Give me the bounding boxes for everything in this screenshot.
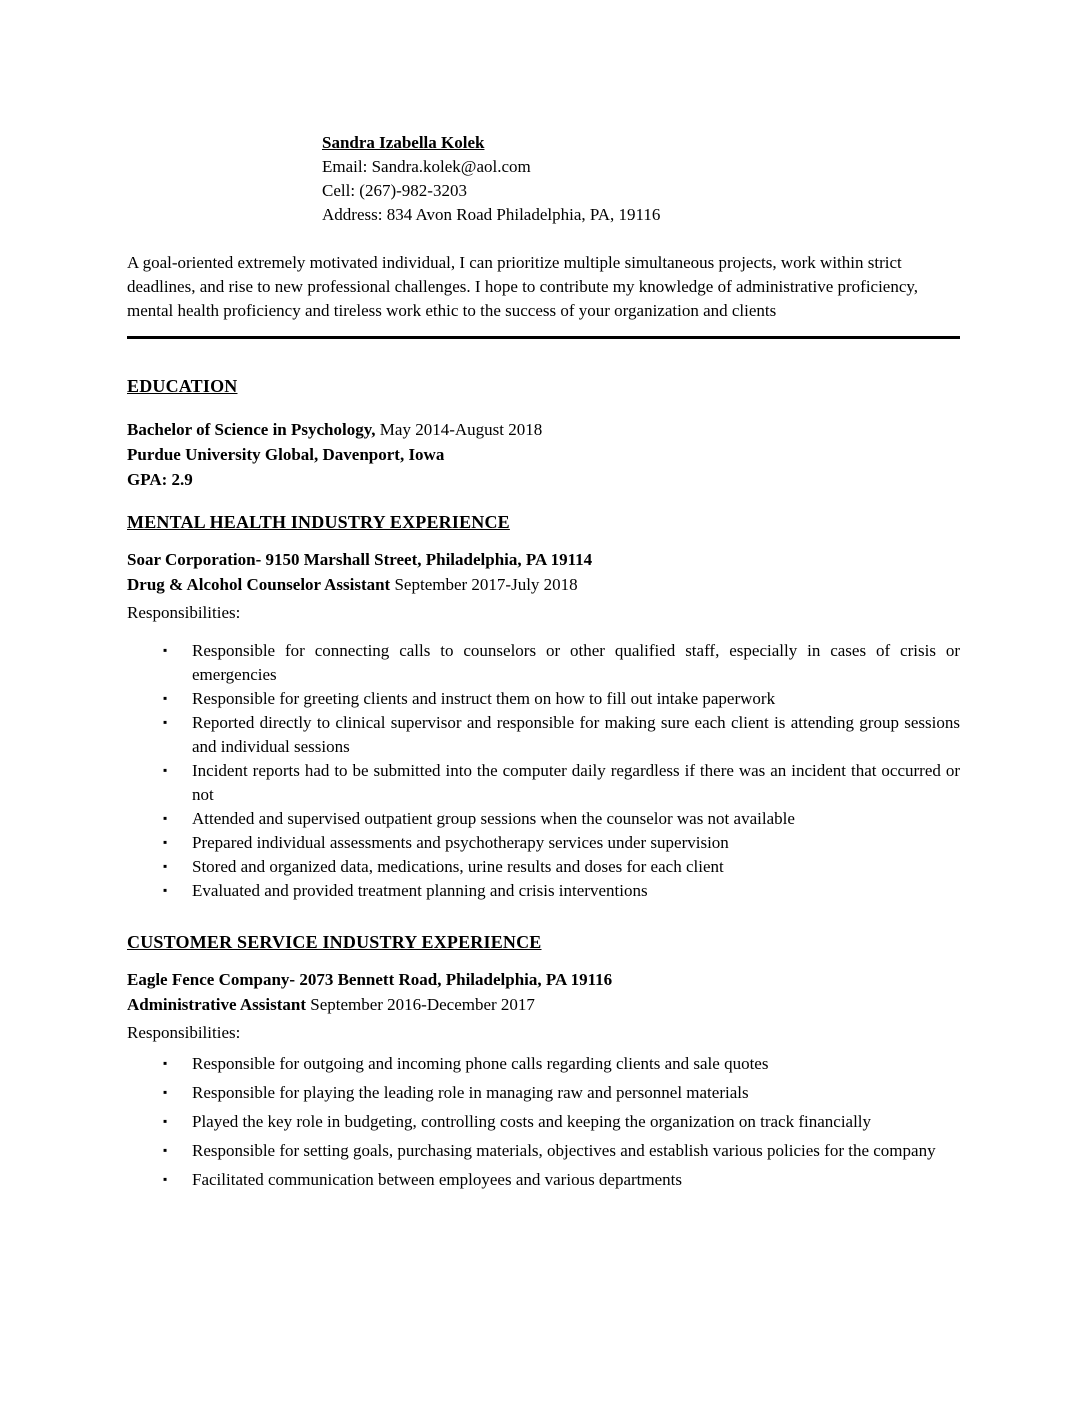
summary-paragraph: A goal-oriented extremely motivated individual, I can prioritize multiple simultaneous projects, work within strict deadlines, and rise to new professional challenges. I hope to contribute my knowledge of administrative proficiency, mental health proficiency and tireless work ethic to the success of your organization and clients bbox=[127, 253, 919, 320]
mental-role-line bbox=[127, 572, 960, 597]
bullet-square-icon: ▪ bbox=[163, 1143, 168, 1157]
bullet-square-icon: ▪ bbox=[163, 883, 168, 897]
list-item bbox=[127, 759, 960, 807]
list-item bbox=[127, 639, 960, 687]
list-item bbox=[127, 1052, 960, 1076]
contact-name: Sandra Izabella Kolek bbox=[322, 133, 485, 152]
list-item bbox=[127, 1139, 960, 1163]
mental-health-section-title: MENTAL HEALTH INDUSTRY EXPERIENCE bbox=[127, 512, 510, 532]
mental-responsibilities-label: Responsibilities: bbox=[127, 603, 241, 622]
contact-block bbox=[322, 131, 960, 227]
list-item bbox=[127, 687, 960, 711]
bullet-text: Prepared individual assessments and psychotherapy services under supervision bbox=[192, 833, 729, 852]
bullet-text: Facilitated communication between employees and various departments bbox=[192, 1170, 683, 1189]
education-section-title: EDUCATION bbox=[127, 376, 238, 396]
list-item bbox=[127, 831, 960, 855]
bullet-text: Stored and organized data, medications, urine results and doses for each client bbox=[192, 857, 724, 876]
customer-service-section-title: CUSTOMER SERVICE INDUSTRY EXPERIENCE bbox=[127, 932, 542, 952]
mental-company-line: Soar Corporation- 9150 Marshall Street, Philadelphia, PA 19114 bbox=[127, 550, 593, 569]
mental-bullet-list bbox=[127, 639, 960, 903]
list-item bbox=[127, 855, 960, 879]
bullet-text: Responsible for outgoing and incoming phone calls regarding clients and sale quotes bbox=[192, 1054, 769, 1073]
list-item bbox=[127, 1168, 960, 1192]
contact-cell: Cell: (267)-982-3203 bbox=[322, 181, 467, 200]
bullet-text: Reported directly to clinical supervisor and responsible for making sure each client is attending group sessions and individual sessions bbox=[192, 713, 960, 756]
bullet-text: Responsible for playing the leading role in managing raw and personnel materials bbox=[192, 1083, 749, 1102]
customer-bullet-list bbox=[127, 1052, 960, 1192]
bullet-text: Played the key role in budgeting, controlling costs and keeping the organization on track financially bbox=[192, 1112, 872, 1131]
customer-responsibilities-label: Responsibilities: bbox=[127, 1023, 241, 1042]
bullet-square-icon: ▪ bbox=[163, 1114, 168, 1128]
education-degree-line bbox=[127, 417, 960, 442]
bullet-square-icon: ▪ bbox=[163, 691, 168, 705]
contact-email: Email: Sandra.kolek@aol.com bbox=[322, 157, 531, 176]
customer-role: Administrative Assistant bbox=[127, 995, 306, 1014]
bullet-square-icon: ▪ bbox=[163, 1172, 168, 1186]
list-item bbox=[127, 711, 960, 759]
section-divider-rule bbox=[127, 336, 960, 339]
bullet-square-icon: ▪ bbox=[163, 859, 168, 873]
mental-role: Drug & Alcohol Counselor Assistant bbox=[127, 575, 391, 594]
education-degree-dates: May 2014-August 2018 bbox=[375, 420, 543, 439]
list-item bbox=[127, 879, 960, 903]
bullet-square-icon: ▪ bbox=[163, 1056, 168, 1070]
customer-role-line bbox=[127, 992, 960, 1017]
customer-company-line: Eagle Fence Company- 2073 Bennett Road, Philadelphia, PA 19116 bbox=[127, 970, 613, 989]
bullet-square-icon: ▪ bbox=[163, 1085, 168, 1099]
bullet-text: Evaluated and provided treatment planning and crisis interventions bbox=[192, 881, 648, 900]
education-gpa: GPA: 2.9 bbox=[127, 470, 193, 489]
list-item bbox=[127, 1110, 960, 1134]
bullet-text: Incident reports had to be submitted into the computer daily regardless if there was an incident that occurred or not bbox=[192, 761, 960, 804]
bullet-square-icon: ▪ bbox=[163, 811, 168, 825]
bullet-text: Responsible for connecting calls to counselors or other qualified staff, especially in cases of crisis or emergencies bbox=[192, 641, 960, 684]
bullet-square-icon: ▪ bbox=[163, 835, 168, 849]
customer-role-dates: September 2016-December 2017 bbox=[305, 995, 535, 1014]
contact-address: Address: 834 Avon Road Philadelphia, PA, 19116 bbox=[322, 205, 661, 224]
education-degree: Bachelor of Science in Psychology, bbox=[127, 420, 376, 439]
bullet-square-icon: ▪ bbox=[163, 763, 168, 777]
mental-role-dates: September 2017-July 2018 bbox=[390, 575, 578, 594]
education-block bbox=[127, 417, 960, 492]
education-school: Purdue University Global, Davenport, Iowa bbox=[127, 445, 445, 464]
bullet-text: Responsible for greeting clients and instruct them on how to fill out intake paperwork bbox=[192, 689, 776, 708]
bullet-square-icon: ▪ bbox=[163, 715, 168, 729]
list-item bbox=[127, 807, 960, 831]
bullet-square-icon: ▪ bbox=[163, 643, 168, 657]
bullet-text: Attended and supervised outpatient group sessions when the counselor was not available bbox=[192, 809, 795, 828]
bullet-text: Responsible for setting goals, purchasing materials, objectives and establish various policies for the company bbox=[192, 1141, 936, 1160]
list-item bbox=[127, 1081, 960, 1105]
